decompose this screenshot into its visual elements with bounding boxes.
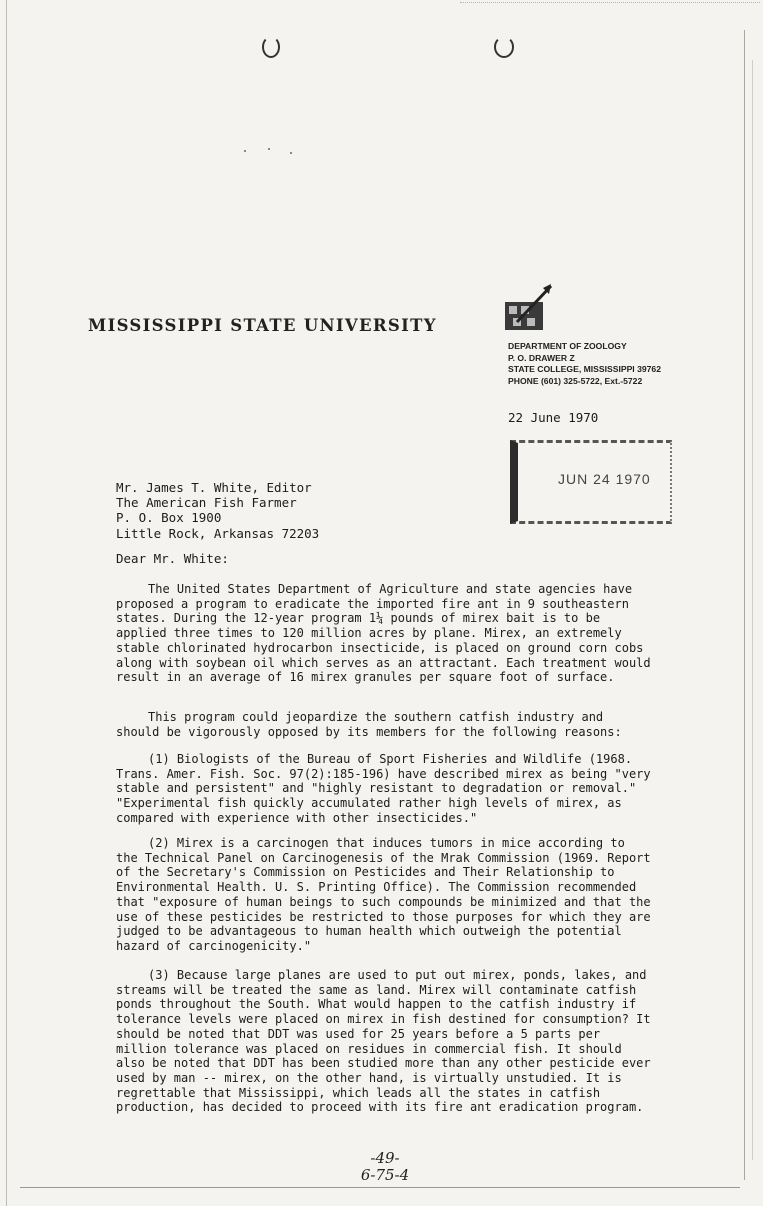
scan-speck: [290, 152, 292, 154]
body-paragraph-3: (1) Biologists of the Bureau of Sport Fisheries and Wildlife (1968. Trans. Amer. Fish. Soc. 97(2):185-196) have described mirex as being "very stable and persistent" and "highly resistant to degradation or removal." "Experimental fish quickly accumulated rather high levels of mirex, as compared with experience with other insecticides.": [116, 752, 651, 825]
recipient-line: The American Fish Farmer: [116, 495, 297, 511]
scan-top-dots: [460, 2, 760, 3]
bottom-rule: [20, 1187, 740, 1188]
body-paragraph-4: (2) Mirex is a carcinogen that induces tumors in mice according to the Technical Panel on Carcinogenesis of the Mrak Commission (1969. Report of the Secretary's Commission on Pesticides and Their Relationship to Environmental Health. U. S. Printing Office). The Commission recommended that "exposure of human beings to such compounds be minimized and that the use of these pesticides be restricted to those purposes for which they are judged to be advantageous to human health which outweigh the potential hazard of carcinogenicity.": [116, 836, 651, 953]
footer-page-mark: [340, 1150, 430, 1184]
department-po-box: P. O. DRAWER Z: [508, 352, 575, 363]
department-name: DEPARTMENT OF ZOOLOGY: [508, 341, 627, 351]
university-seal-icon: [503, 282, 553, 334]
recipient-line: P. O. Box 1900: [116, 510, 222, 526]
handwritten-code: 6-75-4: [360, 1166, 410, 1184]
university-name: MISSISSIPPI STATE UNIVERSITY: [88, 316, 437, 335]
scan-speck: [268, 148, 270, 150]
binder-hole-right-icon: [494, 36, 514, 58]
scan-speck: [244, 150, 246, 152]
department-block: [508, 341, 661, 387]
body-paragraph-2: This program could jeopardize the southern catfish industry and should be vigorously opposed by its members for the following reasons:: [116, 710, 622, 739]
received-stamp-date: JUN 24 1970: [558, 471, 651, 487]
received-stamp: [510, 440, 672, 524]
salutation: Dear Mr. White:: [116, 551, 229, 566]
letter-date: 22 June 1970: [508, 410, 599, 425]
department-phone: PHONE (601) 325-5722, Ext.-5722: [508, 375, 643, 386]
department-city: STATE COLLEGE, MISSISSIPPI 39762: [508, 364, 661, 374]
scan-edge-right-inner: [752, 60, 753, 1160]
recipient-line: Mr. James T. White, Editor: [116, 480, 312, 495]
recipient-line: Little Rock, Arkansas 72203: [116, 525, 320, 541]
body-paragraph-5: (3) Because large planes are used to put out mirex, ponds, lakes, and streams will be treated the same as land. Mirex will contaminate catfish ponds throughout the South. What would happen to the catfish industry if tolerance levels were placed on mirex in fish destined for consumption? It should be noted that DDT was used for 25 years before a 5 parts per million tolerance was placed on residues in commercial fish. It should also be noted that DDT has been studied more than any other pesticide ever used by man -- mirex, on the other hand, is virtually unstudied. It is regrettable that Mississippi, which leads all the states in catfish production, has decided to proceed with its fire ant eradication program.: [116, 968, 651, 1115]
scan-edge-left: [6, 0, 7, 1206]
binder-hole-left-icon: [262, 36, 280, 58]
body-paragraph-1: The United States Department of Agriculture and state agencies have proposed a program to eradicate the imported fire ant in 9 southeastern states. During the 12-year program 1¼ pounds of mirex bait is to be applied three times to 120 million acres by plane. Mirex, an extremely stable chlorinated hydrocarbon insecticide, is placed on ground corn cobs along with soybean oil which serves as an attractant. Each treatment would result in an average of 16 mirex granules per square foot of surface.: [116, 582, 651, 685]
scan-edge-right: [744, 30, 745, 1180]
recipient-address: [116, 480, 319, 541]
page-number: -49-: [370, 1149, 400, 1167]
